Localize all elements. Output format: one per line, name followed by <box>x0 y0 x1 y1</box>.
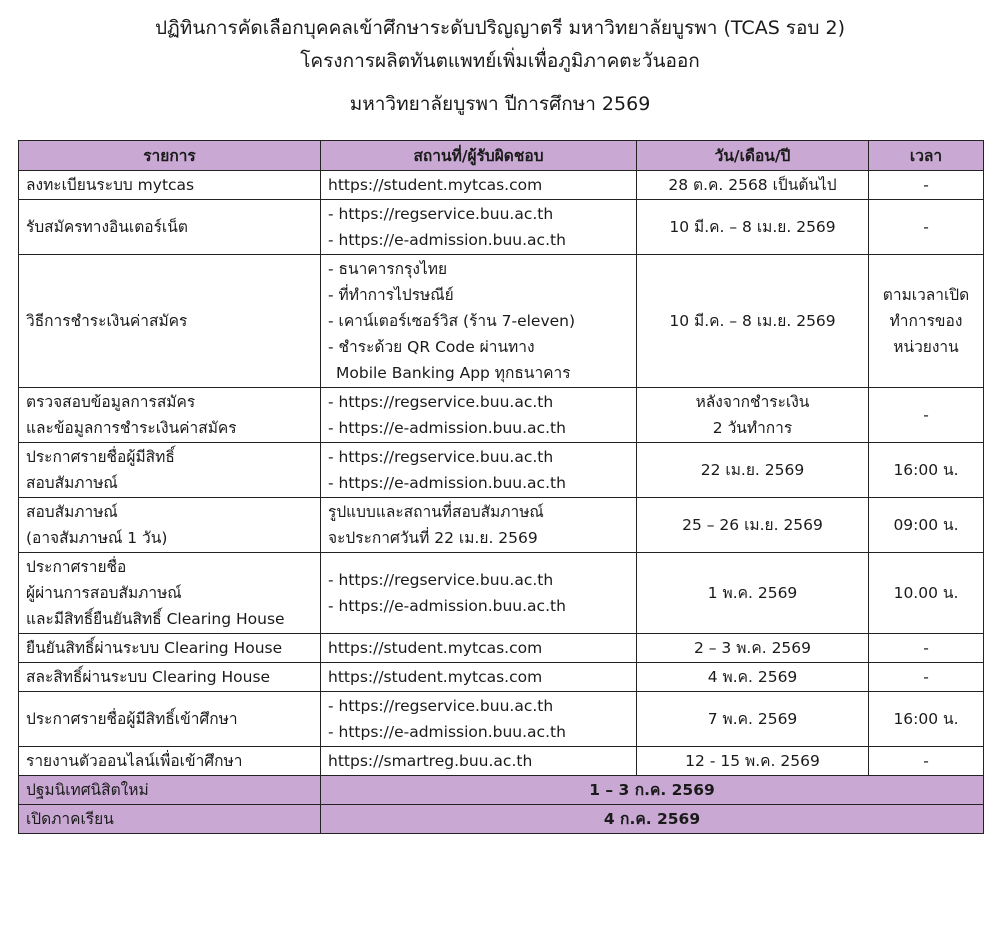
cell-item <box>19 171 321 200</box>
cell-item-line: ผู้ผ่านการสอบสัมภาษณ์ <box>26 584 182 602</box>
footer-cell-date: 4 ก.ค. 2569 <box>321 805 984 834</box>
cell-place-line: รูปแบบและสถานที่สอบสัมภาษณ์ <box>328 503 544 521</box>
cell-place-line: จะประกาศวันที่ 22 เม.ย. 2569 <box>328 529 538 547</box>
column-header-date: วัน/เดือน/ปี <box>637 141 869 171</box>
cell-item-line: วิธีการชำระเงินค่าสมัคร <box>26 312 188 330</box>
cell-date-line: 12 - 15 พ.ค. 2569 <box>685 752 820 770</box>
cell-date <box>637 255 869 388</box>
cell-item-line: สละสิทธิ์ผ่านระบบ Clearing House <box>26 668 271 686</box>
cell-place <box>321 553 637 634</box>
cell-time <box>869 443 984 498</box>
footer-cell-item: เปิดภาคเรียน <box>19 805 321 834</box>
cell-date-line: 4 พ.ค. 2569 <box>707 668 798 686</box>
cell-place <box>321 498 637 553</box>
cell-place-line: - ที่ทำการไปรษณีย์ <box>328 286 454 304</box>
cell-item <box>19 747 321 776</box>
cell-place <box>321 634 637 663</box>
document-title-line3: มหาวิทยาลัยบูรพา ปีการศึกษา 2569 <box>349 93 651 115</box>
cell-date <box>637 498 869 553</box>
cell-item <box>19 200 321 255</box>
cell-item-line: (อาจสัมภาษณ์ 1 วัน) <box>26 529 168 547</box>
table-row <box>19 553 984 634</box>
cell-date-line: 1 พ.ค. 2569 <box>707 584 798 602</box>
cell-place-line: - https://regservice.buu.ac.th <box>328 448 554 466</box>
cell-time <box>869 747 984 776</box>
cell-time-line: - <box>923 639 929 657</box>
cell-date <box>637 747 869 776</box>
cell-date <box>637 443 869 498</box>
cell-time-line: - <box>923 668 929 686</box>
cell-place-line: https://student.mytcas.com <box>328 639 543 657</box>
cell-place-line: https://student.mytcas.com <box>328 668 543 686</box>
cell-item <box>19 255 321 388</box>
cell-place-line: https://student.mytcas.com <box>328 176 543 194</box>
cell-item <box>19 553 321 634</box>
cell-item-line: สอบสัมภาษณ์ <box>26 474 118 492</box>
cell-place-line: - https://e-admission.buu.ac.th <box>328 597 566 615</box>
cell-time <box>869 553 984 634</box>
cell-date <box>637 200 869 255</box>
cell-place <box>321 388 637 443</box>
column-header-time: เวลา <box>869 141 984 171</box>
cell-place-line: - https://regservice.buu.ac.th <box>328 697 554 715</box>
cell-place-line: - เคาน์เตอร์เซอร์วิส (ร้าน 7-eleven) <box>328 312 576 330</box>
cell-date <box>637 553 869 634</box>
cell-place-line: - https://regservice.buu.ac.th <box>328 571 554 589</box>
cell-item-line: ประกาศรายชื่อ <box>26 558 127 576</box>
cell-item <box>19 663 321 692</box>
cell-time <box>869 663 984 692</box>
cell-item-line: ยืนยันสิทธิ์ผ่านระบบ Clearing House <box>26 639 283 657</box>
table-row <box>19 634 984 663</box>
cell-time <box>869 388 984 443</box>
cell-item-line: รับสมัครทางอินเตอร์เน็ต <box>26 218 188 236</box>
cell-time-line: 16:00 น. <box>893 461 959 479</box>
table-row <box>19 200 984 255</box>
cell-place-line: - https://e-admission.buu.ac.th <box>328 474 566 492</box>
cell-item-line: และมีสิทธิ์ยืนยันสิทธิ์ Clearing House <box>26 610 285 628</box>
cell-item-line: ประกาศรายชื่อผู้มีสิทธิ์ <box>26 448 175 466</box>
cell-time-line: - <box>923 752 929 770</box>
cell-date <box>637 634 869 663</box>
cell-date-line: 2 – 3 พ.ค. 2569 <box>693 639 812 657</box>
schedule-table <box>18 140 984 834</box>
cell-item-line: และข้อมูลการชำระเงินค่าสมัคร <box>26 419 237 437</box>
cell-time-line: 10.00 น. <box>893 584 959 602</box>
cell-time <box>869 692 984 747</box>
table-row <box>19 255 984 388</box>
table-footer-row <box>19 776 984 805</box>
cell-place-line: - https://e-admission.buu.ac.th <box>328 419 566 437</box>
cell-place-line: Mobile Banking App ทุกธนาคาร <box>336 364 571 382</box>
cell-item <box>19 634 321 663</box>
cell-place-line: - https://e-admission.buu.ac.th <box>328 723 566 741</box>
cell-date-line: 2 วันทำการ <box>712 419 793 437</box>
cell-place <box>321 171 637 200</box>
cell-place-line: - https://regservice.buu.ac.th <box>328 205 554 223</box>
cell-date <box>637 663 869 692</box>
table-row <box>19 747 984 776</box>
cell-place-line: https://smartreg.buu.ac.th <box>328 752 533 770</box>
cell-time-line: 09:00 น. <box>893 516 959 534</box>
cell-date <box>637 171 869 200</box>
cell-item <box>19 388 321 443</box>
cell-place <box>321 663 637 692</box>
cell-item <box>19 498 321 553</box>
table-header-row <box>19 141 984 171</box>
table-row <box>19 388 984 443</box>
cell-place-line: - https://regservice.buu.ac.th <box>328 393 554 411</box>
cell-time <box>869 200 984 255</box>
cell-date-line: หลังจากชำระเงิน <box>695 393 810 411</box>
cell-date <box>637 388 869 443</box>
column-header-item: รายการ <box>19 141 321 171</box>
cell-time-line: หน่วยงาน <box>893 338 959 356</box>
table-footer-row <box>19 805 984 834</box>
cell-place <box>321 692 637 747</box>
table-row <box>19 498 984 553</box>
cell-date-line: 10 มี.ค. – 8 เม.ย. 2569 <box>669 312 836 330</box>
cell-time-line: - <box>923 218 929 236</box>
table-row <box>19 443 984 498</box>
cell-place <box>321 200 637 255</box>
cell-time-line: ทำการของ <box>889 312 963 330</box>
cell-time <box>869 255 984 388</box>
cell-place-line: - ชำระด้วย QR Code ผ่านทาง <box>328 338 535 356</box>
document-title-line2: โครงการผลิตทันตแพทย์เพิ่มเพื่อภูมิภาคตะวันออก <box>300 50 700 72</box>
cell-date-line: 10 มี.ค. – 8 เม.ย. 2569 <box>669 218 836 236</box>
cell-time-line: - <box>923 176 929 194</box>
cell-date-line: 7 พ.ค. 2569 <box>707 710 798 728</box>
cell-item <box>19 692 321 747</box>
footer-cell-date: 1 – 3 ก.ค. 2569 <box>321 776 984 805</box>
cell-time <box>869 498 984 553</box>
cell-item-line: สอบสัมภาษณ์ <box>26 503 118 521</box>
cell-item-line: ตรวจสอบข้อมูลการสมัคร <box>26 393 196 411</box>
footer-cell-item: ปฐมนิเทศนิสิตใหม่ <box>19 776 321 805</box>
cell-time-line: 16:00 น. <box>893 710 959 728</box>
table-row <box>19 663 984 692</box>
cell-place <box>321 747 637 776</box>
cell-date <box>637 692 869 747</box>
cell-time-line: - <box>923 406 929 424</box>
cell-time <box>869 171 984 200</box>
cell-item <box>19 443 321 498</box>
table-row <box>19 171 984 200</box>
table-row <box>19 692 984 747</box>
cell-date-line: 22 เม.ย. 2569 <box>700 461 805 479</box>
cell-place-line: - https://e-admission.buu.ac.th <box>328 231 566 249</box>
cell-place <box>321 255 637 388</box>
cell-item-line: รายงานตัวออนไลน์เพื่อเข้าศึกษา <box>26 752 243 770</box>
cell-time <box>869 634 984 663</box>
cell-time-line: ตามเวลาเปิด <box>882 286 970 304</box>
cell-item-line: ประกาศรายชื่อผู้มีสิทธิ์เข้าศึกษา <box>26 710 238 728</box>
cell-date-line: 25 – 26 เม.ย. 2569 <box>682 516 823 534</box>
document-title-line1: ปฏิทินการคัดเลือกบุคคลเข้าศึกษาระดับปริญญาตรี มหาวิทยาลัยบูรพา (TCAS รอบ 2) <box>154 17 846 39</box>
column-header-place: สถานที่/ผู้รับผิดชอบ <box>321 141 637 171</box>
cell-date-line: 28 ต.ค. 2568 เป็นต้นไป <box>668 176 837 194</box>
cell-place <box>321 443 637 498</box>
cell-item-line: ลงทะเบียนระบบ mytcas <box>26 176 195 194</box>
cell-place-line: - ธนาคารกรุงไทย <box>328 260 448 278</box>
